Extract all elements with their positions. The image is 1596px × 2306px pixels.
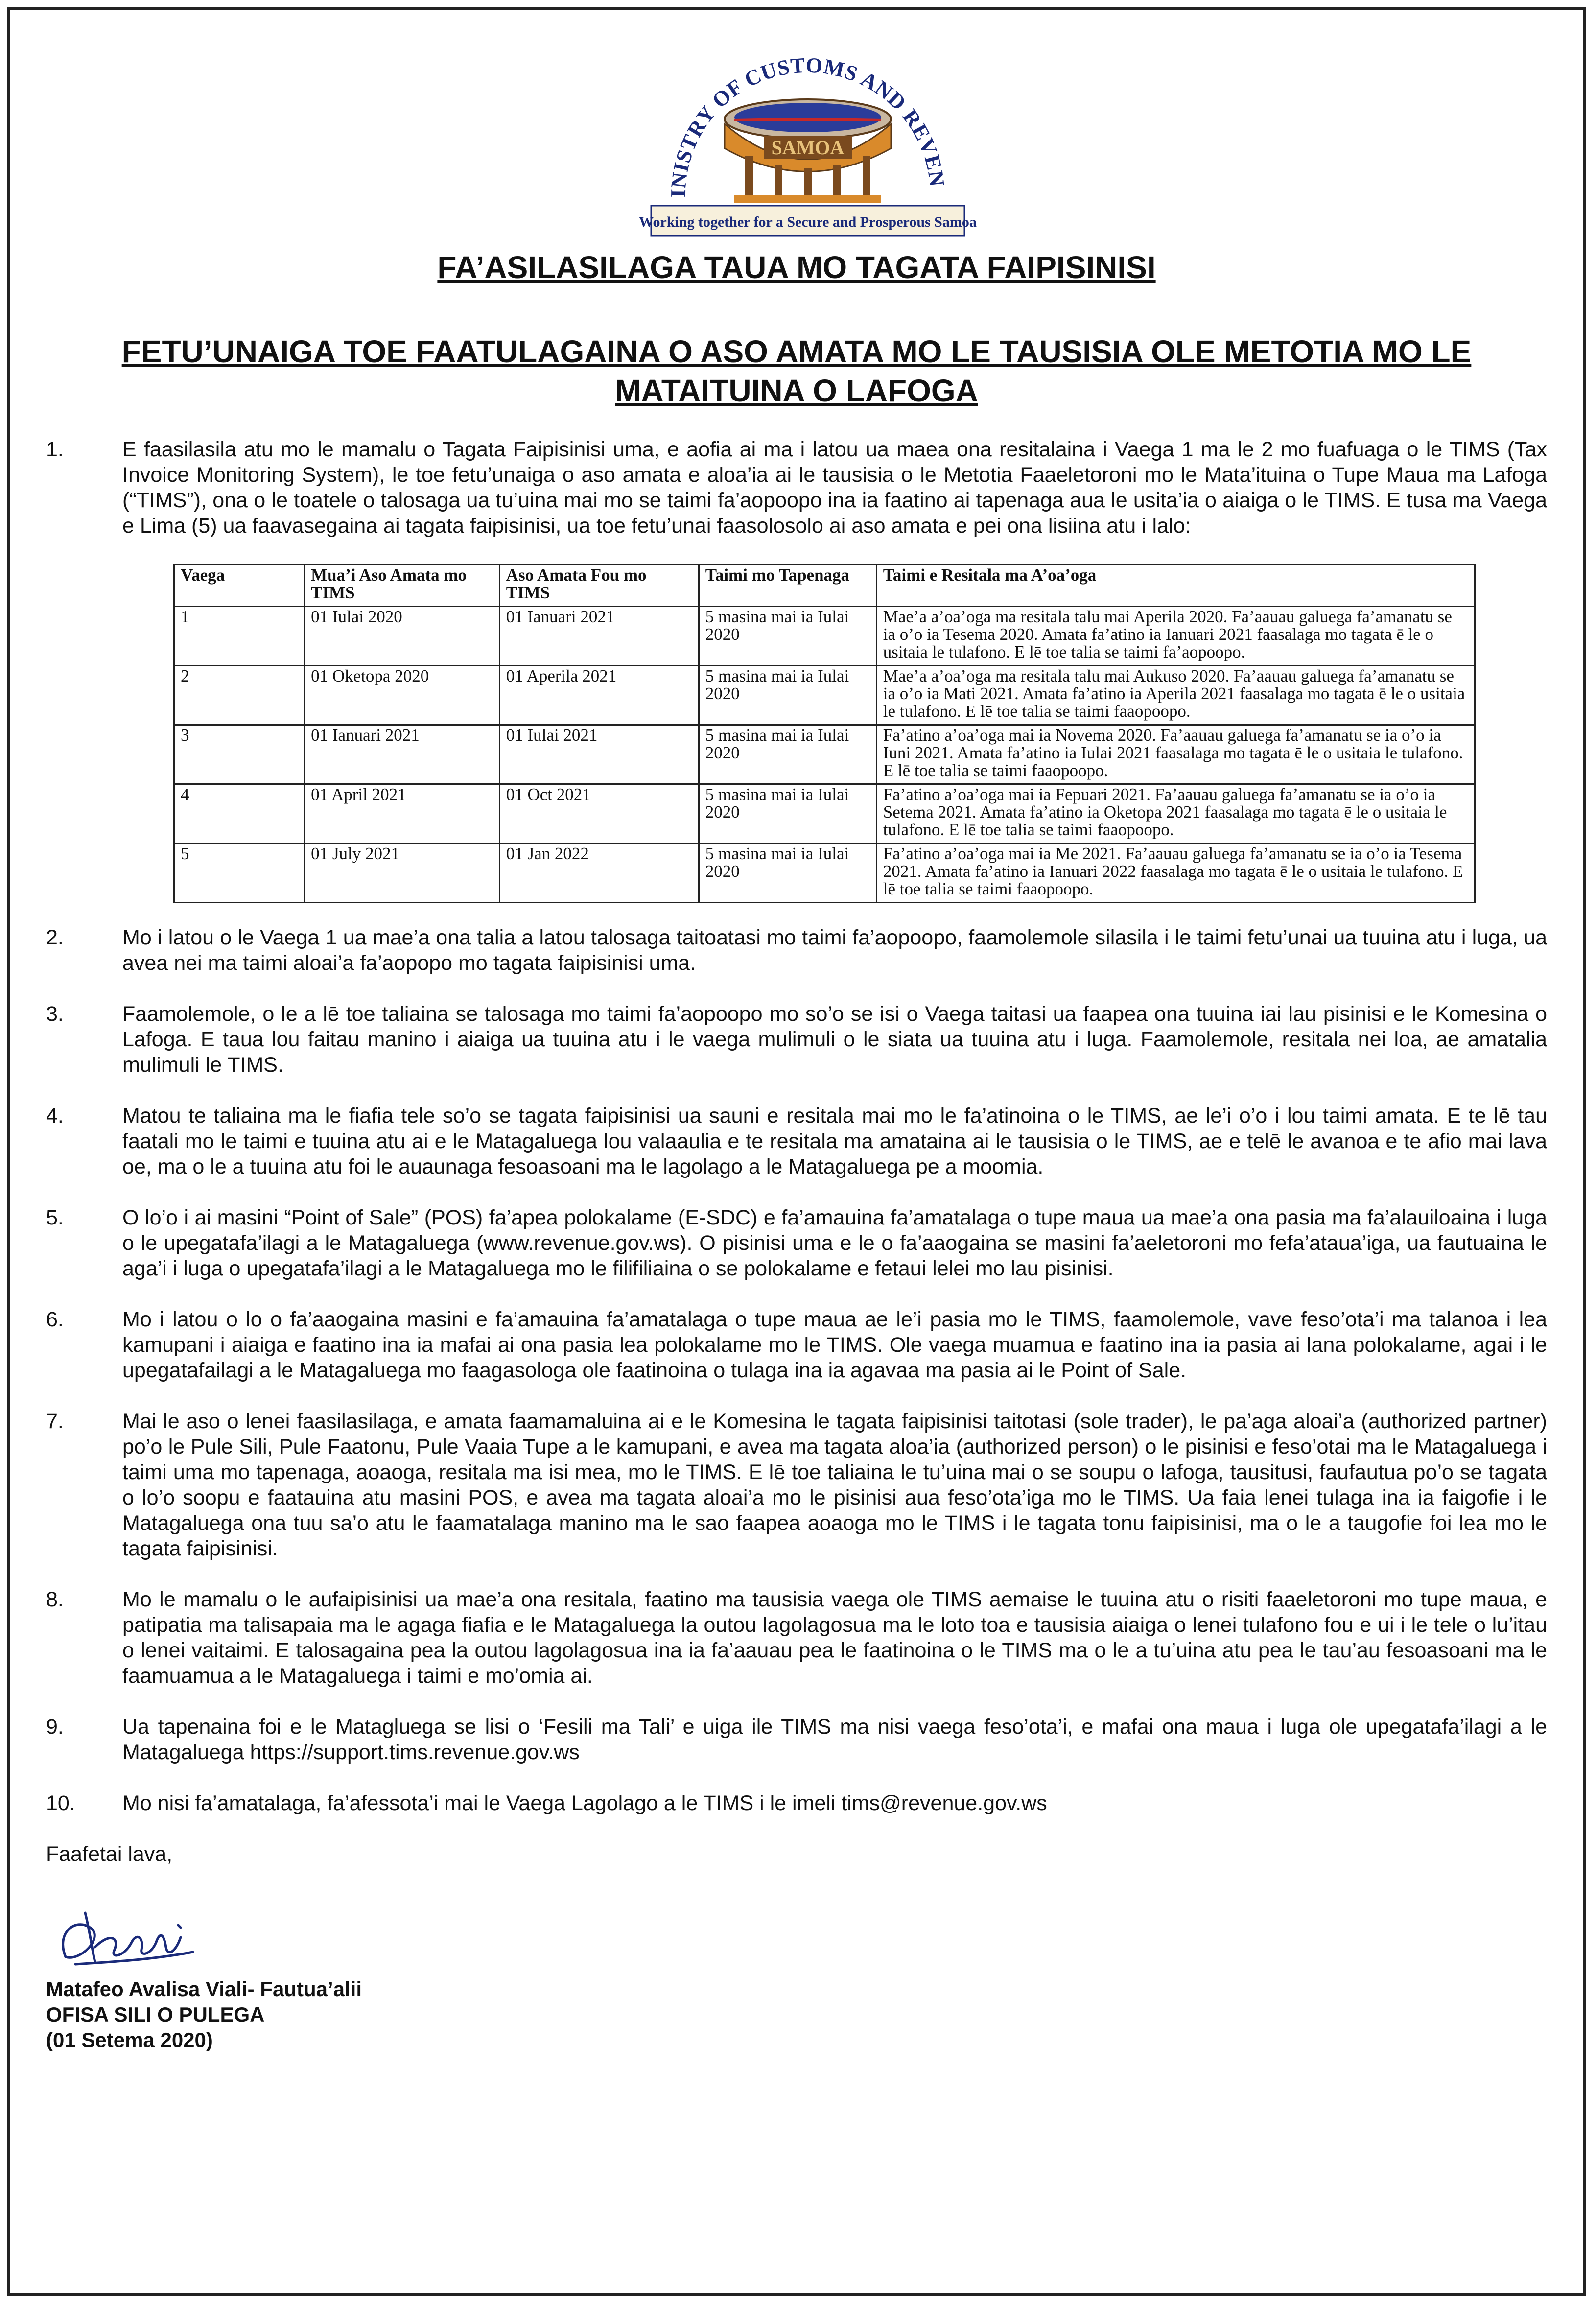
- table-cell: Fa’atino a’oa’oga mai ia Fepuari 2021. Fa’aauau galuega fa’amanatu se ia o’o ia Setema 2021. Amata fa’atino ia Oketopa 2021 faasalaga mo tagata ē le o usitaia le tulafono. E lē toe talia se taimi faaopoopo.: [876, 784, 1475, 844]
- table-cell: 01 Aperila 2021: [499, 666, 699, 725]
- table-cell: 01 Ianuari 2021: [305, 725, 500, 784]
- table-row: [174, 666, 1475, 725]
- table-cell: Fa’atino a’oa’oga mai ia Me 2021. Fa’aauau galuega fa’amanatu se ia o’o ia Tesema 2021. Amata fa’atino ia Ianuari 2022 faasalaga mo tagata ē le o usitaia le tulafono. E lē toe talia se taimi faaopoopo.: [876, 844, 1475, 903]
- paragraph-text: Matou te taliaina ma le fiafia tele so’o se tagata faipisinisi ua sauni e resitala mai mo le fa’atinoina o le TIMS, ae le’i o’o i lou taimi amata. E te lē tau faatali mo le taimi e tuuina atu ai e le Matagaluega lou valaaulia e te resitala ma amataina ai le tausisia o le TIMS, ae e telē le avanoa e te afio mai lava oe, ma o le a tuuina atu foi le auaunaga fesoasoani ma le lagolago a le Matagaluega pe a moomia.: [122, 1104, 1547, 1178]
- table-cell: 5 masina mai ia Iulai 2020: [699, 607, 876, 666]
- paragraph-text: O lo’o i ai masini “Point of Sale” (POS) fa’apea polokalame (E-SDC) e fa’amauina fa’amatalaga o tupe maua ua mae’a ona pasia ma fa’alauiloaina i luga o le upegatafa’ilagi a le Matagaluega (www.revenue.gov.ws). O pisinisi uma e le o fa’aaogaina se masini fa’aeletoroni mo fefa’ataua’iga, ua fautuaina le aga’i i luga o upegatafa’ilagi a le Matagaluega mo le filifiliaina o se polokalame e fetaui lelei mo lau pisinisi.: [122, 1206, 1547, 1280]
- table-cell: 2: [174, 666, 305, 725]
- schedule-table: [173, 564, 1476, 903]
- table-cell: 01 Ianuari 2021: [499, 607, 699, 666]
- table-cell: 5 masina mai ia Iulai 2020: [699, 784, 876, 844]
- ministry-logo: [632, 33, 984, 244]
- signatory-name: Matafeo Avalisa Viali- Fautua’alii: [46, 1977, 362, 2000]
- paragraph-number: 5.: [46, 1206, 64, 1229]
- paragraph-text: Mai le aso o lenei faasilasilaga, e amata faamamaluina ai e le Komesina le tagata faipisinisi taitotasi (sole trader), le pa’aga aloai’a (authorized partner) po’o le Pule Sili, Pule Faatonu, Pule Vaaia Tupe a le kamupani, e avea ma tagata aloa’ia (authorized person) o le pisinisi e feso’otai ma le Matagaluega i taimi uma mo tapenaga, aoaoga, resitala ma isi mea, mo le TIMS. E lē toe taliaina le tu’uina mai o se soupu o lafoga, tausitusi, faufautua po’o se tagata o lo’o soopu e faatauina atu masini POS, e avea ma tagata aloai’a mo le pisinisi aua feso’ota’iga mo le TIMS. Ua faia lenei tulaga ina ia faigofie i le Matagaluega ona tuu sa’o atu le faamatalaga manino ma le sao faapea aoaoga mo le TIMS i le tagata tonu faipisinisi, ma o le a taugofie foi lea mo le tagata faipisinisi.: [122, 1410, 1547, 1560]
- table-cell: 5 masina mai ia Iulai 2020: [699, 666, 876, 725]
- table-cell: 1: [174, 607, 305, 666]
- table-cell: 5 masina mai ia Iulai 2020: [699, 725, 876, 784]
- paragraph-text: Mo i latou o lo o fa’aaogaina masini e fa’amauina fa’amatalaga o tupe maua ae le’i pasia mo le TIMS, faamolemole, vave feso’ota’i ma talanoa i lea kamupani i aiaiga e faatino ina ia mafai ai ona pasia lea polokalame mo le TIMS. Ole vaega muamua e faatino ina ia pasia ai lana polokalame, agai i le upegatafailagi a le Matagaluega mo faagasologa ole faatinoina o tulaga ina ia agavaa ma pasia ai le Point of Sale.: [122, 1308, 1547, 1382]
- logo-banner-text: Working together for a Secure and Prosperous Samoa: [639, 214, 977, 230]
- table-row: [174, 844, 1475, 903]
- table-cell: 01 Iulai 2021: [499, 725, 699, 784]
- table-cell: 5: [174, 844, 305, 903]
- paragraph-7: [46, 1409, 1547, 1561]
- table-cell: 01 Oketopa 2020: [305, 666, 500, 725]
- signature-image: [46, 1903, 1547, 1977]
- page-title: FA’ASILASILAGA TAUA MO TAGATA FAIPISINISI: [437, 250, 1156, 285]
- paragraph-6: [46, 1307, 1547, 1383]
- table-row: [174, 784, 1475, 844]
- paragraph-number: 2.: [46, 926, 64, 949]
- column-header-preparation: Taimi mo Tapenaga: [699, 565, 876, 607]
- table-cell: 01 July 2021: [305, 844, 500, 903]
- table-cell: Mae’a a’oa’oga ma resitala talu mai Aukuso 2020. Fa’aauau galuega fa’amanatu se ia o’o ia Mati 2021. Amata fa’atino ia Aperila 2021 faasalaga mo tagata ē le o usitaia le tulafono. E lē toe talia se taimi faaopoopo.: [876, 666, 1475, 725]
- paragraph-9: [46, 1714, 1547, 1765]
- column-header-old-start: Mua’i Aso Amata mo TIMS: [305, 565, 500, 607]
- paragraph-3: [46, 1001, 1547, 1078]
- table-cell: 3: [174, 725, 305, 784]
- paragraph-number: 6.: [46, 1308, 64, 1331]
- paragraph-5: [46, 1205, 1547, 1281]
- paragraph-text: Mo i latou o le Vaega 1 ua mae’a ona talia a latou talosaga taitoatasi mo taimi fa’aopoopo, faamolemole silasila i le taimi fetu’unai ua tuuina atu i luga, ua avea nei ma taimi aloai’a fa’aopopo mo tagata faipisinisi uma.: [122, 926, 1547, 975]
- table-cell: 4: [174, 784, 305, 844]
- paragraph-number: 4.: [46, 1104, 64, 1128]
- paragraph-1: [46, 437, 1547, 539]
- signature-block: [46, 1977, 1547, 2053]
- closing-salutation: Faafetai lava,: [46, 1842, 173, 1866]
- page-subtitle: FETU’UNAIGA TOE FAATULAGAINA O ASO AMATA MO LE TAUSISIA OLE METOTIA MO LE MATAITUINA O LAFOGA: [121, 334, 1472, 408]
- paragraph-number: 10.: [46, 1791, 75, 1815]
- table-cell: Fa’atino a’oa’oga mai ia Novema 2020. Fa’aauau galuega fa’amanatu se ia o’o ia Iuni 2021. Amata fa’atino ia Iulai 2021 faasalaga mo tagata ē le o usitaia le tulafono. E lē toe talia se taimi faaopoopo.: [876, 725, 1475, 784]
- table-header-row: [174, 565, 1475, 607]
- signature-date: (01 Setema 2020): [46, 2028, 213, 2051]
- paragraph-text: Ua tapenaina foi e le Matagluega se lisi o ‘Fesili ma Tali’ e uiga ile TIMS ma nisi vaega feso’ota’i, e mafai ona maua i luga ole upegatafa’ilagi a le Matagaluega https://support.tims.revenue.gov.ws: [122, 1715, 1547, 1764]
- column-header-new-start: Aso Amata Fou mo TIMS: [499, 565, 699, 607]
- paragraph-8: [46, 1587, 1547, 1689]
- paragraph-text: Mo le mamalu o le aufaipisinisi ua mae’a ona resitala, faatino ma tausisia vaega ole TIMS aemaise le tuuina atu o risiti faaeletoroni mo tupe maua, e patipatia ma talisapaia ma le agaga fiafia e le Matagaluega la outou lagolagosua ma le loto toa e tausisia aiaiga o lenei tulafono fou e ui i le tele o lu’itau o lenei vaitaimi. E talosagaina pea la outou lagolagosua ina ia fa’aauau pea le faatinoina o le TIMS ma o le a tu’uina atu pea le tau’au fesoasoani ma le faamuamua a le Matagaluega i taimi e mo’omia ai.: [122, 1588, 1547, 1688]
- paragraph-number: 3.: [46, 1002, 64, 1026]
- table-cell: 01 Iulai 2020: [305, 607, 500, 666]
- signatory-title: OFISA SILI O PULEGA: [46, 2003, 265, 2026]
- logo-samoa-text: SAMOA: [771, 137, 845, 159]
- logo-arc-text: INISTRY OF CUSTOMS AND REVEN: [666, 53, 949, 198]
- paragraph-text: Faamolemole, o le a lē toe taliaina se talosaga mo taimi fa’aopoopo mo so’o se isi o Vaega taitasi ua faapea ona tuuina iai lau pisinisi e le Komesina o Lafoga. E taua lou faitau manino i aiaiga ua tuuina atu i le vaega mulimuli o le siata ua tuuina atu i luga. Faamolemole, resitala nei loa, ae amatalia mulimuli le TIMS.: [122, 1002, 1547, 1077]
- table-row: [174, 725, 1475, 784]
- paragraph-number: 7.: [46, 1410, 64, 1433]
- notice-body: [46, 437, 1547, 2053]
- paragraph-2: [46, 925, 1547, 976]
- column-header-registration: Taimi e Resitala ma A’oa’oga: [876, 565, 1475, 607]
- table-cell: 01 Oct 2021: [499, 784, 699, 844]
- table-cell: 5 masina mai ia Iulai 2020: [699, 844, 876, 903]
- paragraph-number: 8.: [46, 1588, 64, 1611]
- paragraph-10: [46, 1790, 1547, 1816]
- table-row: [174, 607, 1475, 666]
- paragraph-4: [46, 1103, 1547, 1179]
- column-header-vaega: Vaega: [174, 565, 305, 607]
- table-cell: 01 April 2021: [305, 784, 500, 844]
- paragraph-text: E faasilasila atu mo le mamalu o Tagata Faipisinisi uma, e aofia ai ma i latou ua maea ona resitalaina i Vaega 1 ma le 2 mo fuafuaga o le TIMS (Tax Invoice Monitoring System), le toe fetu’unaiga o aso amata e aloa’ia ai le tausisia o le Metotia Faaeletoroni mo le Mata’ituina o Tupe Maua ma Lafoga (“TIMS”), ona o le toatele o talosaga ua tu’uina mai mo se taimi fa’aopoopo ina ia faatino ai tapenaga aua le usita’ia o aiaiga o le TIMS. E tusa ma Vaega e Lima (5) ua faavasegaina ai tagata faipisinisi, ua toe fetu’unai faasolosolo ai aso amata e pei ona lisiina atu i lalo:: [122, 438, 1547, 538]
- notice-page: [7, 7, 1586, 2296]
- table-cell: 01 Jan 2022: [499, 844, 699, 903]
- paragraph-number: 1.: [46, 438, 64, 461]
- paragraph-number: 9.: [46, 1715, 64, 1739]
- table-cell: Mae’a a’oa’oga ma resitala talu mai Aperila 2020. Fa’aauau galuega fa’amanatu se ia o’o ia Tesema 2020. Amata fa’atino ia Ianuari 2021 faasalaga mo tagata ē le o usitaia le tulafono. E lē toe talia se taimi fa’aopoopo.: [876, 607, 1475, 666]
- paragraph-text: Mo nisi fa’amatalaga, fa’afessota’i mai le Vaega Lagolago a le TIMS i le imeli tims@revenue.gov.ws: [122, 1791, 1047, 1815]
